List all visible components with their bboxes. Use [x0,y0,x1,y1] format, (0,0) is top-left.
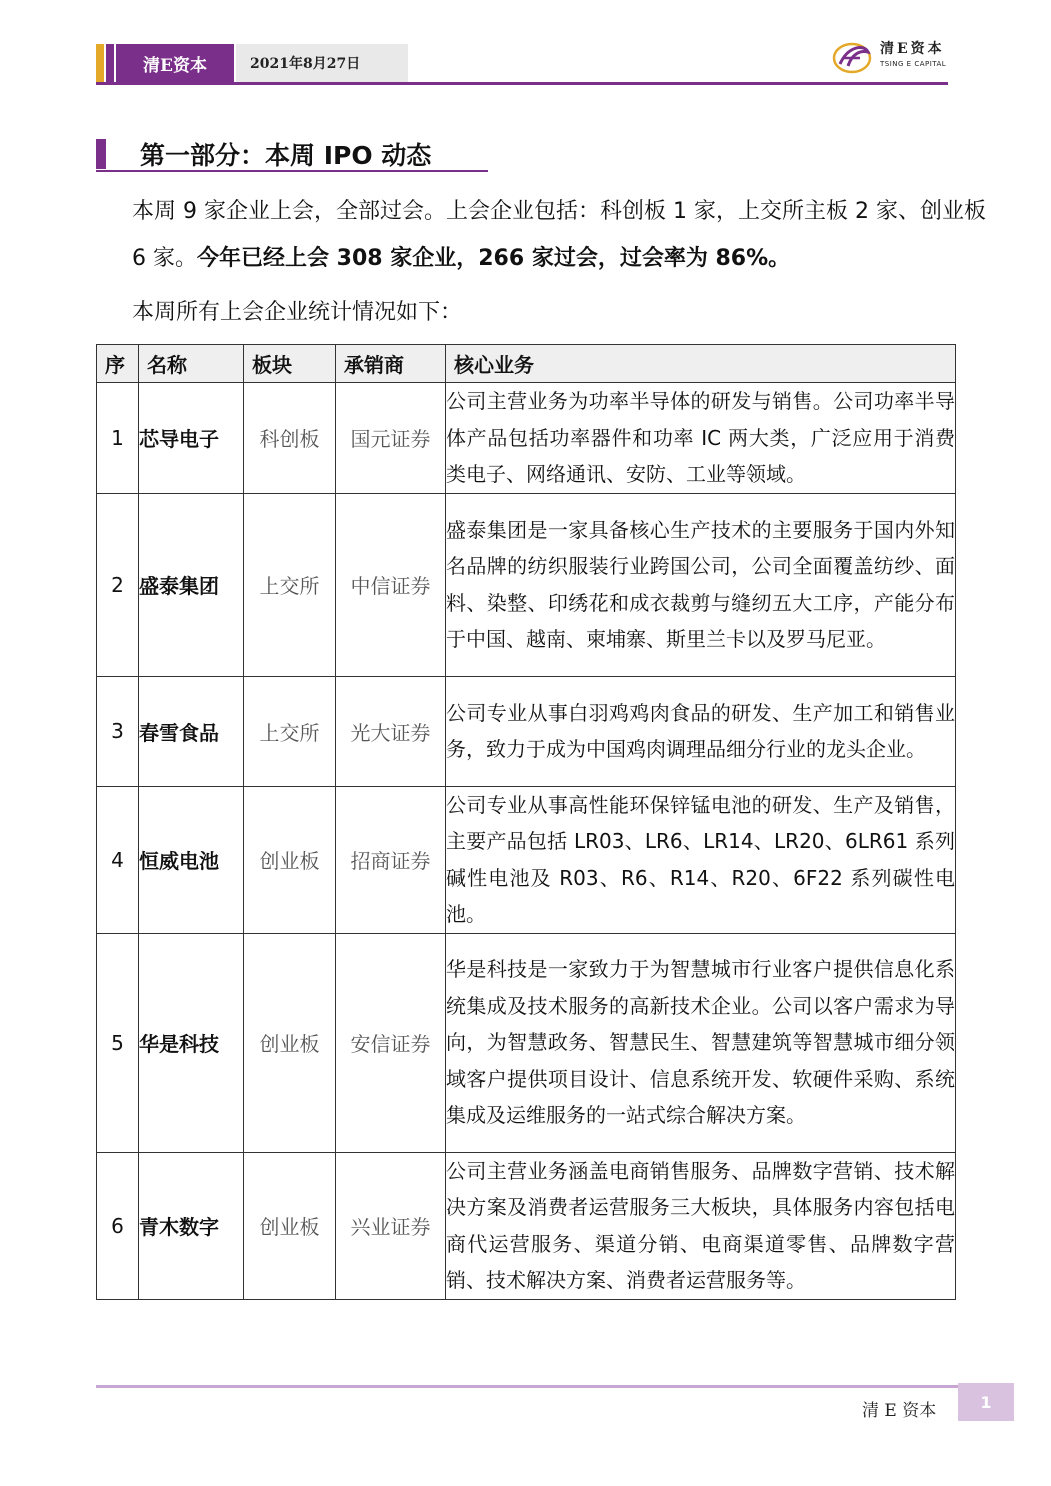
header-business: 核心业务 [446,345,956,383]
row-underwriter: 国元证券 [336,383,446,494]
row-name: 华是科技 [139,933,244,1152]
row-name: 恒威电池 [139,786,244,933]
footer-brand: 清 E 资本 [862,1401,937,1421]
header-accent-gold [96,44,104,82]
row-underwriter: 光大证券 [336,676,446,786]
row-board: 科创板 [244,383,336,494]
ipo-table [96,344,956,1300]
table-row [97,676,956,786]
footer-rule [96,1385,958,1388]
row-business: 盛泰集团是一家具备核心生产技术的主要服务于国内外知名品牌的纺织服装行业跨国公司，公司全面覆盖纺纱、面料、染整、印绣花和成衣裁剪与缝纫五大工序，产能分布于中国、越南、柬埔寨、斯里兰卡以及罗马尼亚。 [446,493,956,676]
row-business: 公司主营业务为功率半导体的研发与销售。公司功率半导体产品包括功率器件和功率 IC 两大类，广泛应用于消费类电子、网络通讯、安防、工业等领域。 [446,383,956,494]
row-no: 3 [97,676,139,786]
header-no: 序 [97,345,139,383]
row-business: 华是科技是一家致力于为智慧城市行业客户提供信息化系统集成及技术服务的高新技术企业。公司以客户需求为导向，为智慧政务、智慧民生、智慧建筑等智慧城市细分领域客户提供项目设计、信息系统开发、软硬件采购、系统集成及运维服务的一站式综合解决方案。 [446,933,956,1152]
row-business: 公司主营业务涵盖电商销售服务、品牌数字营销、技术解决方案及消费者运营服务三大板块，具体服务内容包括电商代运营服务、渠道分销、电商渠道零售、品牌数字营销、技术解决方案、消费者运营服务等。 [446,1152,956,1299]
row-no: 1 [97,383,139,494]
row-underwriter: 兴业证券 [336,1152,446,1299]
section-underline [96,170,488,172]
row-no: 5 [97,933,139,1152]
intro-text: 本周 9 家企业上会，全部过会。上会企业包括：科创板 1 家，上交所主板 2 家、创业板 6 家。 [132,199,986,271]
row-board: 上交所 [244,493,336,676]
row-business: 公司专业从事白羽鸡鸡肉食品的研发、生产加工和销售业务，致力于成为中国鸡肉调理品细分行业的龙头企业。 [446,676,956,786]
row-board: 创业板 [244,1152,336,1299]
table-row [97,933,956,1152]
intro-highlight: 今年已经上会 308 家企业，266 家过会，过会率为 86%。 [197,246,791,271]
header-date: 2021年8月27日 [236,44,408,82]
intro-paragraph [96,188,992,282]
page-number: 1 [958,1383,1014,1421]
table-header-row [97,345,956,383]
row-underwriter: 中信证券 [336,493,446,676]
row-name: 盛泰集团 [139,493,244,676]
row-name: 春雪食品 [139,676,244,786]
row-no: 4 [97,786,139,933]
header-accent-purple [106,44,114,82]
table-intro: 本周所有上会企业统计情况如下： [132,300,463,325]
row-board: 创业板 [244,786,336,933]
row-underwriter: 安信证券 [336,933,446,1152]
table-row [97,383,956,494]
section-marker [96,139,106,169]
row-business: 公司专业从事高性能环保锌锰电池的研发、生产及销售，主要产品包括 LR03、LR6、LR14、LR20、6LR61 系列碱性电池及 R03、R6、R14、R20、6F22 系列碳性电池。 [446,786,956,933]
header-name: 名称 [139,345,244,383]
row-name: 芯导电子 [139,383,244,494]
table-row [97,493,956,676]
row-board: 上交所 [244,676,336,786]
row-no: 6 [97,1152,139,1299]
section-title: 第一部分：本周 IPO 动态 [140,141,432,170]
header-board: 板块 [244,345,336,383]
table-row [97,786,956,933]
table-row [97,1152,956,1299]
row-no: 2 [97,493,139,676]
row-board: 创业板 [244,933,336,1152]
row-name: 青木数字 [139,1152,244,1299]
logo-text-en: TSING E CAPITAL [880,60,947,68]
header-underwriter: 承销商 [336,345,446,383]
logo-text-cn: 清E资本 [880,41,945,57]
header-brand: 清E资本 [116,44,234,82]
row-underwriter: 招商证券 [336,786,446,933]
header-rule [96,82,948,85]
